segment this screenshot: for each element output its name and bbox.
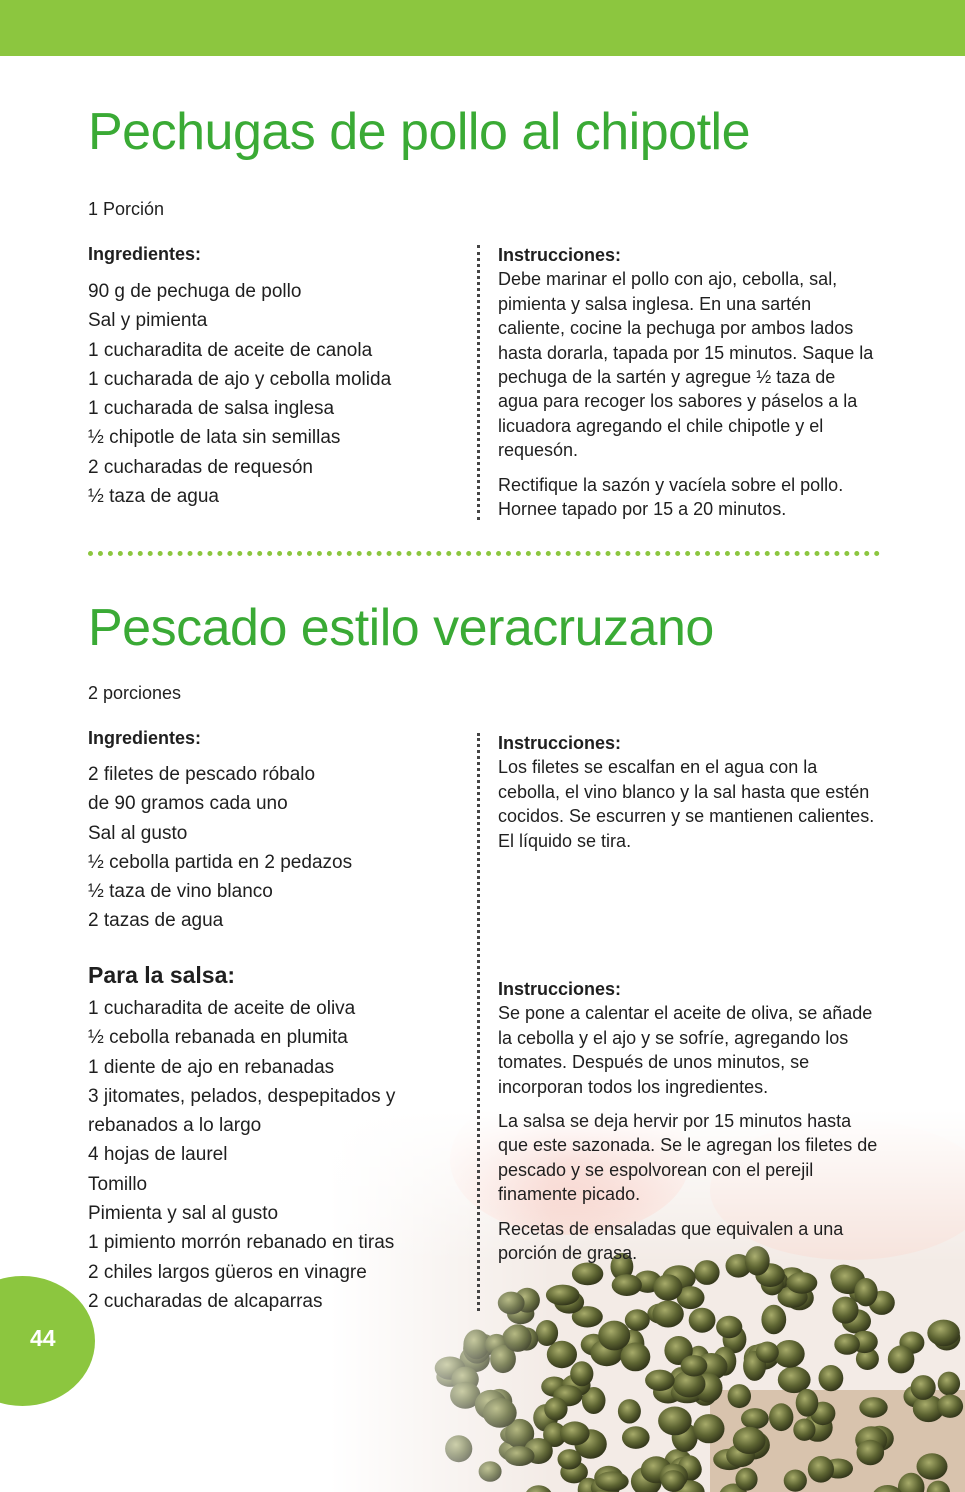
ingredient-item: 1 diente de ajo en rebanadas [88, 1056, 335, 1078]
column-divider [477, 245, 483, 520]
ingredient-item: 1 cucharada de salsa inglesa [88, 398, 335, 420]
ingredient-item: ½ cebolla partida en 2 pedazos [88, 851, 353, 873]
ingredient-item: 90 g de pechuga de pollo [88, 281, 302, 302]
column-divider [477, 733, 483, 1311]
ingredient-item: de 90 gramos cada uno [88, 793, 288, 815]
ingredient-item: ½ taza de agua [88, 486, 219, 508]
ingredient-item: 3 jitomates, pelados, despepitados y [88, 1085, 396, 1107]
ingredient-item: 1 cucharadita de aceite de canola [88, 339, 373, 361]
salsa-heading: Para la salsa: [88, 962, 236, 988]
salsa-instruction-paragraph: Se pone a calentar el aceite de oliva, se añade la cebolla y el ajo y se sofríe, agregando los tomates. Después de unos minutos, se incorporan todos los ingredientes. [498, 1003, 873, 1097]
recipe1-ingredients-label: Ingredientes: [88, 244, 202, 264]
recipe2-ingredients-label: Ingredientes: [88, 728, 202, 748]
recipe1-ingredients-list [88, 277, 391, 511]
page-number: 44 [30, 1325, 56, 1351]
ingredient-item: 2 cucharadas de requesón [88, 456, 313, 478]
recipe1-instruction-paragraph: Debe marinar el pollo con ajo, cebolla, sal, pimienta y salsa inglesa. En una sartén caliente, cocine la pechuga por ambos lados hasta dorarla, tapada por 15 minutos. Saque la pechuga de la sartén y agregue ½ taza de agua para recoger los sabores y páselos a la licuadora agregando el chile chipotle y el requesón. [498, 269, 874, 461]
ingredient-item: 1 cucharada de ajo y cebolla molida [88, 368, 392, 390]
top-accent-bar [0, 0, 965, 56]
ingredient-item: 2 tazas de agua [88, 910, 224, 932]
recipe2-instructions [498, 731, 878, 863]
recipe1-instructions-label: Instrucciones: [498, 245, 622, 265]
ingredient-item: ½ taza de vino blanco [88, 881, 273, 903]
ingredient-item: 1 cucharadita de aceite de oliva [88, 998, 356, 1019]
salsa-instructions [498, 977, 878, 1275]
ingredient-item: Sal al gusto [88, 822, 188, 844]
recipe2-servings: 2 porciones [88, 683, 182, 703]
ingredient-item: 4 hojas de laurel [88, 1144, 228, 1166]
recipe1-instruction-paragraph: Rectifique la sazón y vacíela sobre el pollo. Hornee tapado por 15 a 20 minutos. [498, 474, 844, 520]
recipe1-servings: 1 Porción [88, 199, 165, 219]
ingredient-item: ½ chipotle de lata sin semillas [88, 427, 341, 449]
salsa-instruction-paragraph: La salsa se deja hervir por 15 minutos hasta que este sazonada. Se le agregan los filetes de pescado y se espolvorean con el perejil finamente picado. [498, 1111, 878, 1205]
ingredient-item: 1 pimiento morrón rebanado en tiras [88, 1232, 395, 1254]
salsa-instructions-label: Instrucciones: [498, 979, 622, 999]
ingredient-item: 2 cucharadas de alcaparras [88, 1290, 323, 1312]
recipe1-instructions [498, 243, 878, 531]
ingredient-item: ½ cebolla rebanada en plumita [88, 1027, 348, 1049]
recipe2-instructions-label: Instrucciones: [498, 733, 622, 753]
ingredient-item: 2 chiles largos güeros en vinagre [88, 1261, 367, 1283]
ingredient-item: Tomillo [88, 1173, 148, 1195]
salsa-ingredients-list [88, 994, 395, 1316]
salsa-instruction-paragraph: Recetas de ensaladas que equivalen a una porción de grasa. [498, 1218, 844, 1264]
ingredient-item: Pimienta y sal al gusto [88, 1203, 279, 1225]
recipe2-ingredients-list [88, 760, 352, 936]
recipe1-title: Pechugas de pollo al chipotle [88, 103, 750, 161]
section-divider [88, 551, 880, 556]
ingredient-item: 2 filetes de pescado róbalo [88, 764, 316, 785]
recipe2-instruction-paragraph: Los filetes se escalfan en el agua con la cebolla, el vino blanco y la sal hasta que estén cocidos. Se escurren y se mantienen calientes. El líquido se tira. [498, 757, 875, 851]
ingredient-item: Sal y pimienta [88, 310, 208, 332]
recipe2-title: Pescado estilo veracruzano [88, 599, 714, 657]
ingredient-item: rebanados a lo largo [88, 1115, 262, 1137]
